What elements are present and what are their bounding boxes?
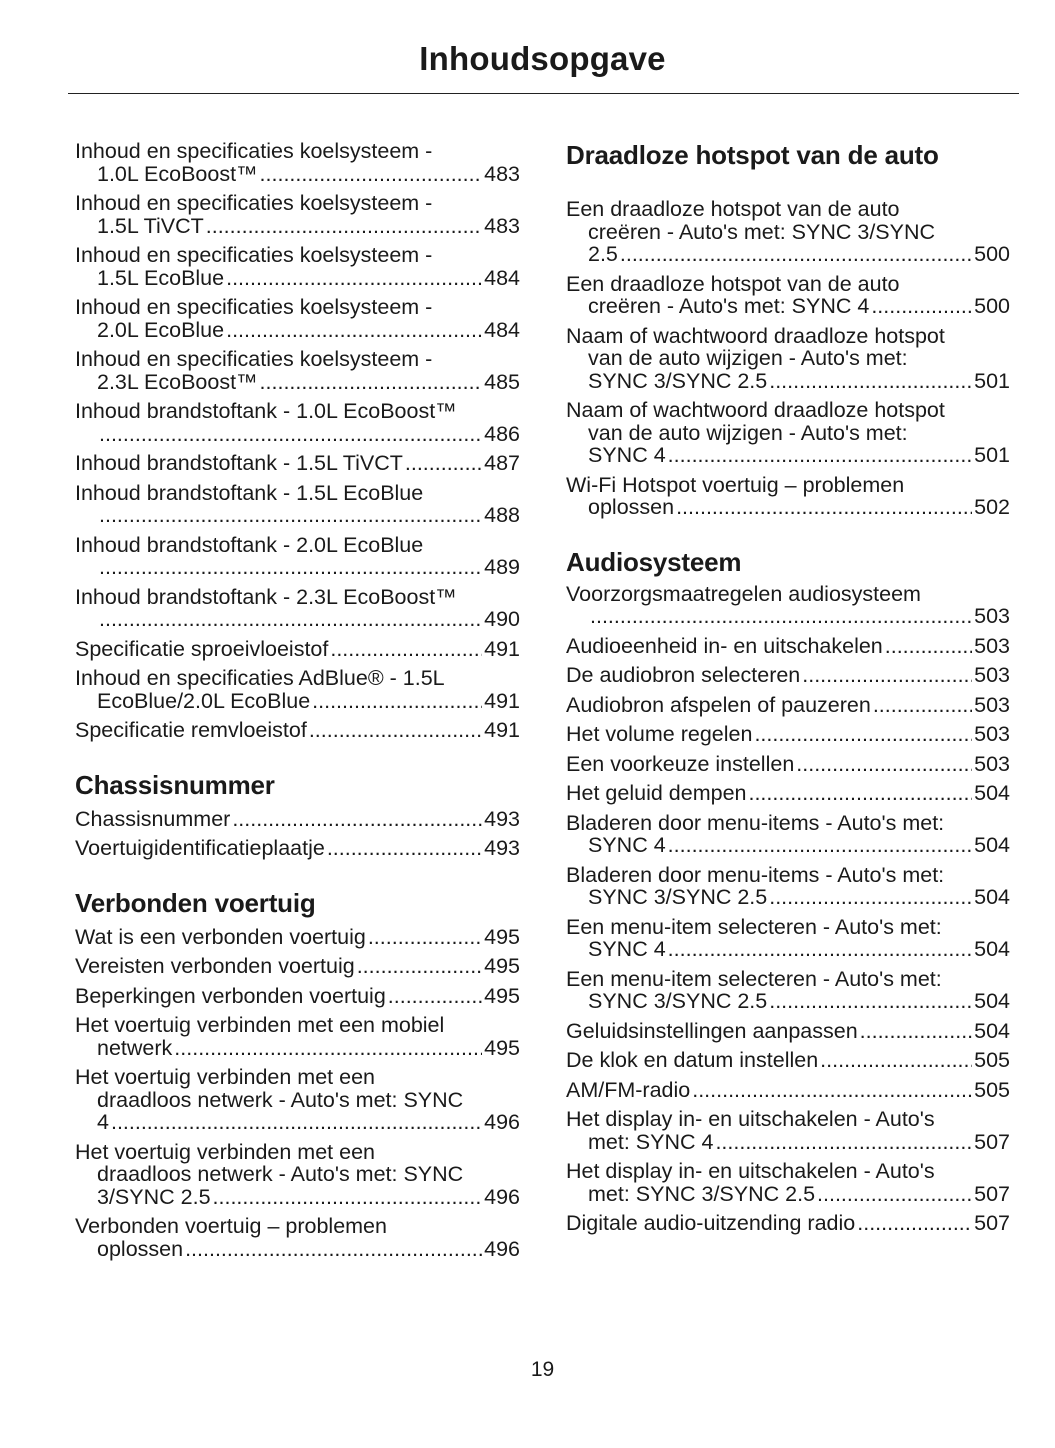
dot-leader: [206, 215, 482, 238]
toc-entry-text: 1.5L EcoBlue: [97, 265, 225, 290]
toc-section: [566, 140, 1010, 519]
toc-entry-text: Een draadloze hotspot van de auto: [566, 271, 900, 296]
section-heading: Chassisnummer: [75, 769, 275, 800]
toc-entry-text: Audiobron afspelen of pauzeren: [566, 692, 871, 717]
toc-entry[interactable]: [566, 916, 1010, 961]
toc-entry[interactable]: [75, 482, 520, 527]
toc-entry[interactable]: [566, 812, 1010, 857]
toc-entry-text: Beperkingen verbonden voertuig: [75, 983, 386, 1008]
toc-entry-text: SYNC 3/SYNC 2.5: [588, 885, 768, 909]
toc-entry-line: [75, 926, 520, 949]
toc-page-number: 504: [974, 833, 1010, 857]
toc-entry[interactable]: [566, 1020, 1010, 1043]
toc-entry-text: SYNC 3/SYNC 2.5: [588, 368, 768, 393]
toc-entry[interactable]: [75, 586, 520, 631]
toc-page-number: 495: [484, 983, 520, 1008]
section-heading: Audiosysteem: [566, 546, 742, 577]
toc-entry-text: Voorzorgsmaatregelen audiosysteem: [566, 581, 921, 606]
toc-entry-line: [566, 635, 1010, 658]
toc-entry[interactable]: [566, 753, 1010, 776]
toc-entry[interactable]: [566, 1079, 1010, 1102]
toc-entry[interactable]: [566, 1160, 1010, 1205]
toc-page-number: 489: [484, 555, 520, 579]
toc-entry-line: [566, 753, 1010, 776]
toc-entry-text: Het display in- en uitschakelen - Auto's: [566, 1159, 935, 1183]
toc-entry[interactable]: [75, 348, 520, 393]
toc-entry[interactable]: [75, 638, 520, 661]
section-heading: Verbonden voertuig: [75, 887, 316, 918]
toc-entry[interactable]: [75, 985, 520, 1008]
toc-entry-line: [75, 638, 520, 661]
toc-entry[interactable]: [75, 667, 520, 712]
toc-entry-text: Inhoud brandstoftank - 1.5L EcoBlue: [75, 480, 424, 505]
toc-entry-line: [75, 808, 520, 831]
toc-entry-line: [566, 243, 1010, 266]
toc-entry-line: [566, 694, 1010, 717]
toc-entry-line: [566, 938, 1010, 961]
toc-entry-text: 3/SYNC 2.5: [97, 1184, 211, 1209]
toc-page-number: 483: [484, 213, 520, 238]
toc-entry[interactable]: [566, 399, 1010, 467]
toc-entry-line: [75, 719, 520, 742]
toc-entry-text: draadloos netwerk - Auto's met: SYNC: [97, 1162, 464, 1186]
toc-page-number: 491: [484, 636, 520, 661]
toc-entry-text: Specificatie sproeivloeistof: [75, 636, 329, 661]
toc-entry-text: 2.5: [588, 242, 618, 266]
dot-leader: [99, 504, 482, 527]
toc-entry-text: Inhoud en specificaties koelsysteem -: [75, 295, 433, 319]
toc-entry-text: Geluidsinstellingen aanpassen: [566, 1018, 858, 1043]
dot-leader: [676, 496, 972, 519]
toc-page-number: 493: [484, 836, 520, 860]
toc-entry-text: Wi-Fi Hotspot voertuig – problemen: [566, 472, 905, 497]
dot-leader: [769, 370, 972, 393]
toc-entry-line: [566, 782, 1010, 805]
dot-leader: [226, 267, 482, 290]
toc-page-number: 490: [484, 607, 520, 631]
toc-entry[interactable]: [75, 1066, 520, 1134]
toc-entry-line: [75, 371, 520, 394]
dot-leader: [769, 990, 972, 1013]
toc-entry[interactable]: [75, 1141, 520, 1209]
toc-entry-text: Het voertuig verbinden met een: [75, 1065, 375, 1089]
toc-entry[interactable]: [75, 926, 520, 949]
toc-entry-text: Het display in- en uitschakelen - Auto's: [566, 1107, 935, 1131]
dot-leader: [357, 955, 482, 978]
dot-leader: [99, 423, 482, 446]
toc-entry-text: Inhoud brandstoftank - 1.5L TiVCT: [75, 451, 403, 475]
toc-entry[interactable]: [566, 968, 1010, 1013]
toc-entry-text: SYNC 4: [588, 833, 666, 857]
toc-entry-text: AM/FM-radio: [566, 1077, 691, 1102]
toc-entry-line: [75, 1186, 520, 1209]
dot-leader: [769, 886, 972, 909]
dot-leader: [668, 938, 972, 961]
toc-page-number: 507: [974, 1211, 1010, 1235]
dot-leader: [590, 605, 972, 628]
toc-entry[interactable]: [566, 1108, 1010, 1153]
toc-entry[interactable]: [566, 474, 1010, 519]
toc-page-number: 495: [484, 924, 520, 949]
dot-leader: [871, 295, 972, 318]
toc-entry-line: [566, 834, 1010, 857]
dot-leader: [327, 837, 482, 860]
toc-page-number: 507: [974, 1181, 1010, 1206]
dot-leader: [857, 1212, 972, 1235]
toc-entry-text: Naam of wachtwoord draadloze hotspot: [566, 398, 945, 422]
toc-entry-line: [75, 215, 520, 238]
toc-entry[interactable]: [566, 694, 1010, 717]
toc-entry-line: [75, 319, 520, 342]
toc-entry-text: netwerk: [97, 1035, 173, 1060]
toc-entry-text: Voertuigidentificatieplaatje: [75, 836, 325, 860]
toc-entry-text: Het voertuig verbinden met een: [75, 1139, 375, 1164]
toc-entry-text: Inhoud en specificaties koelsysteem -: [75, 191, 433, 215]
toc-page-number: 503: [974, 663, 1010, 687]
toc-entry-text: SYNC 4: [588, 443, 666, 467]
toc-entry-line: [75, 1111, 520, 1134]
toc-page-number: 502: [974, 495, 1010, 519]
toc-page-number: 504: [974, 989, 1010, 1013]
toc-entry-line: [75, 1238, 520, 1261]
toc-entry[interactable]: [566, 325, 1010, 393]
toc-entry[interactable]: [75, 400, 520, 445]
toc-entry-line: [75, 504, 520, 527]
toc-page-number: 505: [974, 1077, 1010, 1102]
toc-page-number: 496: [484, 1184, 520, 1209]
toc-entry[interactable]: [566, 864, 1010, 909]
toc-entry-text: Bladeren door menu-items - Auto's met:: [566, 810, 945, 835]
toc-entry-line: [566, 496, 1010, 519]
toc-entry-line: [75, 608, 520, 631]
toc-page-number: 496: [484, 1110, 520, 1134]
toc-entry-text: met: SYNC 3/SYNC 2.5: [588, 1181, 816, 1206]
dot-leader: [232, 808, 482, 831]
toc-entry[interactable]: [75, 244, 520, 289]
dot-leader: [802, 664, 972, 687]
toc-entry-text: creëren - Auto's met: SYNC 4: [588, 294, 870, 318]
dot-leader: [796, 753, 972, 776]
toc-page-number: 488: [484, 503, 520, 527]
toc-page-number: 485: [484, 369, 520, 394]
toc-entry-line: [566, 444, 1010, 467]
toc-entry-text: Inhoud brandstoftank - 1.0L EcoBoost™: [75, 399, 457, 423]
toc-entry-text: oplossen: [97, 1236, 184, 1261]
toc-entry-text: Verbonden voertuig – problemen: [75, 1214, 387, 1238]
toc-entry[interactable]: [75, 296, 520, 341]
toc-entry-text: 1.5L TiVCT: [97, 213, 204, 238]
toc-page-number: 500: [974, 294, 1010, 318]
toc-entry-text: 4: [97, 1110, 109, 1134]
toc-entry-text: Een draadloze hotspot van de auto: [566, 197, 900, 221]
toc-entry-text: Wat is een verbonden voertuig: [75, 924, 366, 949]
toc-entry-line: [75, 1037, 520, 1060]
dot-leader: [885, 635, 972, 658]
toc-entry-text: 2.0L EcoBlue: [97, 317, 225, 342]
toc-page-number: 495: [484, 954, 520, 978]
toc-entry-line: [566, 1183, 1010, 1206]
dot-leader: [817, 1183, 972, 1206]
toc-entry[interactable]: [75, 192, 520, 237]
toc-page-number: 493: [484, 806, 520, 831]
dot-leader: [185, 1238, 482, 1261]
toc-entry-text: Een menu-item selecteren - Auto's met:: [566, 966, 942, 991]
dot-leader: [748, 782, 972, 805]
toc-entry[interactable]: [75, 534, 520, 579]
toc-page-number: 483: [484, 161, 520, 186]
toc-entry-text: De klok en datum instellen: [566, 1048, 819, 1072]
dot-leader: [668, 834, 972, 857]
toc-entry-text: Digitale audio-uitzending radio: [566, 1211, 856, 1235]
dot-leader: [260, 371, 483, 394]
toc-entry-text: Inhoud en specificaties koelsysteem -: [75, 243, 433, 267]
dot-leader: [312, 690, 482, 713]
toc-entry[interactable]: [75, 452, 520, 475]
toc-entry-line: [75, 163, 520, 186]
dot-leader: [213, 1186, 483, 1209]
toc-entry-text: Het geluid dempen: [566, 781, 747, 805]
toc-page-number: 484: [484, 265, 520, 290]
toc-entry-text: Vereisten verbonden voertuig: [75, 954, 355, 978]
toc-page-number: 496: [484, 1236, 520, 1261]
toc-entry[interactable]: [566, 273, 1010, 318]
dot-leader: [330, 638, 482, 661]
dot-leader: [715, 1131, 972, 1154]
toc-entry[interactable]: [566, 583, 1010, 628]
toc-entry-text: Inhoud brandstoftank - 2.3L EcoBoost™: [75, 584, 457, 609]
dot-leader: [860, 1020, 972, 1043]
toc-entry-text: SYNC 3/SYNC 2.5: [588, 989, 768, 1013]
toc-entry-line: [566, 1131, 1010, 1154]
toc-entry-text: Inhoud en specificaties koelsysteem -: [75, 139, 433, 163]
toc-page-number: 503: [974, 633, 1010, 658]
toc-entry-line: [75, 985, 520, 1008]
toc-page-number: 507: [974, 1129, 1010, 1154]
toc-entry[interactable]: [566, 664, 1010, 687]
toc-page-number: 501: [974, 443, 1010, 467]
dot-leader: [226, 319, 482, 342]
toc-entry[interactable]: [566, 198, 1010, 266]
toc-entry-line: [566, 664, 1010, 687]
toc-entry-text: Een voorkeuze instellen: [566, 751, 795, 776]
toc-entry-line: [566, 1079, 1010, 1102]
toc-page-number: 491: [484, 688, 520, 713]
toc-entry[interactable]: [566, 1212, 1010, 1235]
toc-entry[interactable]: [75, 808, 520, 831]
toc-entry-line: [566, 295, 1010, 318]
toc-page-number: 484: [484, 317, 520, 342]
toc-entry[interactable]: [566, 635, 1010, 658]
toc-entry-text: Bladeren door menu-items - Auto's met:: [566, 862, 945, 887]
toc-entry-text: SYNC 4: [588, 937, 666, 961]
toc-entry-line: [75, 556, 520, 579]
dot-leader: [820, 1049, 972, 1072]
toc-entry-text: van de auto wijzigen - Auto's met:: [588, 346, 908, 370]
page-number: 19: [530, 1358, 555, 1381]
toc-section: [566, 547, 1010, 1235]
toc-entry-text: 2.3L EcoBoost™: [97, 369, 258, 394]
toc-entry-line: [75, 423, 520, 446]
toc-page-number: 486: [484, 421, 520, 446]
toc-entry-line: [566, 886, 1010, 909]
dot-leader: [309, 719, 482, 742]
page-title: Inhoudsopgave: [419, 40, 666, 77]
toc-entry-text: draadloos netwerk - Auto's met: SYNC: [97, 1087, 464, 1112]
dot-leader: [99, 556, 482, 579]
toc-entry-text: De audiobron selecteren: [566, 663, 801, 687]
toc-entry-line: [566, 1049, 1010, 1072]
toc-page-number: 504: [974, 885, 1010, 909]
toc-page-number: 503: [974, 722, 1010, 746]
dot-leader: [668, 444, 972, 467]
toc-entry-text: EcoBlue/2.0L EcoBlue: [97, 688, 311, 713]
dot-leader: [111, 1111, 482, 1134]
toc-entry[interactable]: [75, 1014, 520, 1059]
toc-entry-line: [75, 837, 520, 860]
toc-entry-line: [566, 1212, 1010, 1235]
toc-entry[interactable]: [75, 140, 520, 185]
toc-page-number: 495: [484, 1035, 520, 1060]
toc-entry-text: 1.0L EcoBoost™: [97, 161, 258, 186]
toc-entry-text: Inhoud en specificaties AdBlue® - 1.5L: [75, 666, 445, 690]
toc-entry-text: creëren - Auto's met: SYNC 3/SYNC: [588, 219, 936, 244]
toc-page-number: 500: [974, 242, 1010, 266]
toc-entry-text: oplossen: [588, 495, 675, 519]
toc-right-column: [566, 140, 1010, 1242]
toc-entry-text: Het volume regelen: [566, 722, 753, 746]
toc-entry[interactable]: [566, 723, 1010, 746]
dot-leader: [388, 985, 482, 1008]
toc-entry-text: Inhoud en specificaties koelsysteem -: [75, 347, 433, 371]
toc-entry-text: Het voertuig verbinden met een mobiel: [75, 1013, 445, 1037]
toc-section: [75, 888, 520, 1261]
dot-leader: [873, 694, 972, 717]
dot-leader: [692, 1079, 972, 1102]
toc-page-number: 504: [974, 1018, 1010, 1043]
toc-entry-text: Chassisnummer: [75, 806, 231, 831]
toc-left-column: [75, 140, 520, 1267]
toc-entry-line: [566, 605, 1010, 628]
toc-entry[interactable]: [566, 1049, 1010, 1072]
toc-entry-text: Specificatie remvloeistof: [75, 718, 307, 742]
toc-entry-line: [566, 990, 1010, 1013]
toc-page-number: 491: [484, 718, 520, 742]
dot-leader: [620, 243, 972, 266]
toc-entry[interactable]: [75, 719, 520, 742]
dot-leader: [174, 1037, 482, 1060]
toc-section: [75, 770, 520, 860]
dot-leader: [99, 608, 482, 631]
toc-entry[interactable]: [566, 782, 1010, 805]
dot-leader: [405, 452, 482, 475]
toc-entry-text: Audioeenheid in- en uitschakelen: [566, 633, 883, 658]
toc-entry[interactable]: [75, 837, 520, 860]
toc-entry-line: [75, 267, 520, 290]
dot-leader: [260, 163, 483, 186]
toc-entry-text: met: SYNC 4: [588, 1129, 714, 1154]
toc-page-number: 504: [974, 937, 1010, 961]
toc-page-number: 504: [974, 781, 1010, 805]
toc-entry-text: Naam of wachtwoord draadloze hotspot: [566, 323, 945, 348]
toc-entry-line: [75, 452, 520, 475]
dot-leader: [368, 926, 482, 949]
toc-entry-text: Inhoud brandstoftank - 2.0L EcoBlue: [75, 532, 424, 557]
toc-entry-text: Een menu-item selecteren - Auto's met:: [566, 914, 942, 939]
toc-page-number: 503: [974, 604, 1010, 628]
toc-entry-line: [566, 370, 1010, 393]
toc-page-number: 503: [974, 751, 1010, 776]
toc-entry-line: [75, 955, 520, 978]
toc-entry[interactable]: [75, 955, 520, 978]
section-heading: Draadloze hotspot van de auto: [566, 140, 939, 170]
toc-section: [75, 140, 520, 742]
toc-entry-line: [75, 690, 520, 713]
toc-page-number: 503: [974, 692, 1010, 717]
toc-entry[interactable]: [75, 1215, 520, 1260]
toc-page-number: 487: [484, 451, 520, 475]
toc-page-number: 501: [974, 368, 1010, 393]
toc-page-number: 505: [974, 1048, 1010, 1072]
toc-entry-text: van de auto wijzigen - Auto's met:: [588, 420, 908, 445]
toc-entry-line: [566, 1020, 1010, 1043]
toc-entry-line: [566, 723, 1010, 746]
dot-leader: [754, 723, 972, 746]
title-divider: [68, 93, 1019, 94]
